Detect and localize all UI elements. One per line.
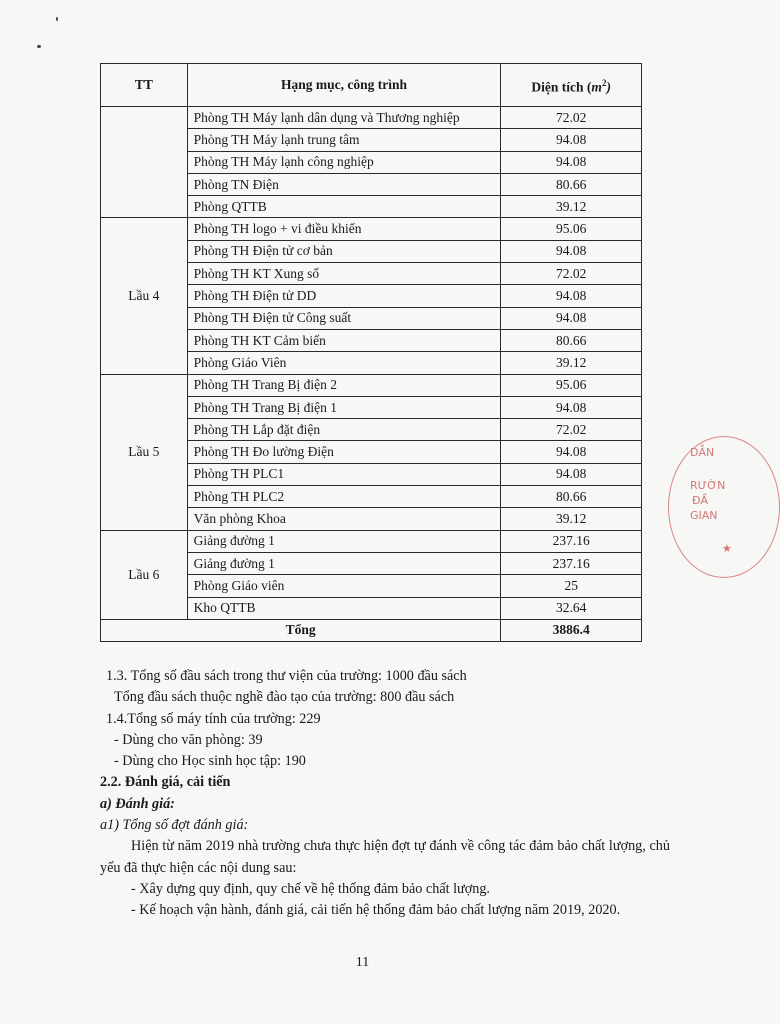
item-cell: Phòng TH Máy lạnh trung tâm [187, 129, 501, 151]
page-number: 11 [355, 955, 370, 970]
area-cell: 80.66 [501, 329, 642, 351]
scan-mark [56, 17, 58, 21]
area-cell: 32.64 [501, 597, 642, 619]
floor-cell: Lầu 5 [101, 374, 188, 530]
item-cell: Phòng TH Lắp đặt điện [187, 419, 501, 441]
table-header-row [101, 64, 642, 107]
item-cell: Phòng TH KT Cảm biến [187, 329, 501, 351]
area-cell: 80.66 [501, 173, 642, 195]
item-cell: Phòng TH KT Xung số [187, 263, 501, 285]
area-cell: 94.08 [501, 396, 642, 418]
item-cell: Phòng TH logo + vi điều khiển [187, 218, 501, 240]
table-row [101, 374, 642, 396]
training-books-line: Tổng đầu sách thuộc nghề đào tạo của trường: 800 đầu sách [114, 689, 455, 706]
table-row [101, 107, 642, 129]
paragraph: Hiện từ năm 2019 nhà trường chưa thực hiện đợt tự đánh về công tác đảm bảo chất lượng, chủ yếu đã thực hiện các nội dung sau: [100, 838, 670, 876]
item-cell: Phòng TH Điện tử DD [187, 285, 501, 307]
bullet-item: - Xây dựng quy định, quy chế về hệ thống đảm bảo chất lượng. [131, 880, 490, 897]
item-cell: Phòng TH Trang Bị điện 2 [187, 374, 501, 396]
section-heading: 2.2. Đánh giá, cải tiến [100, 774, 231, 791]
area-cell: 72.02 [501, 419, 642, 441]
bullet-item: - Kế hoạch vận hành, đánh giá, cải tiến hệ thống đảm bảo chất lượng năm 2019, 2020. [131, 902, 621, 919]
area-cell: 25 [501, 575, 642, 597]
item-cell: Phòng TH Điện tử Công suất [187, 307, 501, 329]
floor-cell: Lầu 4 [101, 218, 188, 374]
area-cell: 94.08 [501, 463, 642, 485]
item-cell: Giảng đường 1 [187, 530, 501, 552]
area-cell: 80.66 [501, 486, 642, 508]
red-seal-stamp: DẪN RƯỜN ĐẦ GIAN ★ [668, 436, 738, 576]
floor-cell [101, 107, 188, 218]
area-cell: 39.12 [501, 196, 642, 218]
office-computers-line: - Dùng cho văn phòng: 39 [114, 731, 263, 748]
area-cell: 39.12 [501, 508, 642, 530]
area-cell: 72.02 [501, 107, 642, 129]
area-cell: 94.08 [501, 129, 642, 151]
area-cell: 237.16 [501, 552, 642, 574]
item-cell: Phòng TH Trang Bị điện 1 [187, 396, 501, 418]
item-cell: Phòng TH PLC2 [187, 486, 501, 508]
facilities-table [100, 63, 642, 642]
area-cell: 94.08 [501, 151, 642, 173]
subsection-heading: a) Đánh giá: [100, 795, 175, 812]
item-cell: Phòng TH Máy lạnh công nghiệp [187, 151, 501, 173]
item-cell: Giảng đường 1 [187, 552, 501, 574]
area-cell: 94.08 [501, 285, 642, 307]
computers-line: 1.4.Tổng số máy tính của trường: 229 [106, 710, 321, 727]
total-value: 3886.4 [501, 619, 642, 641]
item-cell: Phòng TN Điện [187, 173, 501, 195]
item-cell: Phòng TH PLC1 [187, 463, 501, 485]
item-cell: Văn phòng Khoa [187, 508, 501, 530]
sub-subsection-heading: a1) Tổng số đợt đánh giá: [100, 817, 249, 834]
item-cell: Phòng Giáo viên [187, 575, 501, 597]
student-computers-line: - Dùng cho Học sinh học tập: 190 [114, 753, 306, 770]
item-cell: Phòng TH Máy lạnh dân dụng và Thương nghiệp [187, 107, 501, 129]
library-books-line: 1.3. Tổng số đầu sách trong thư viện của trường: 1000 đầu sách [106, 668, 467, 684]
table-row [101, 530, 642, 552]
scan-mark [37, 45, 41, 48]
area-cell: 72.02 [501, 263, 642, 285]
body-text [100, 666, 670, 922]
header-item: Hạng mục, công trình [187, 64, 501, 107]
area-cell: 237.16 [501, 530, 642, 552]
area-cell: 39.12 [501, 352, 642, 374]
header-tt: TT [101, 64, 188, 107]
area-cell: 94.08 [501, 307, 642, 329]
area-cell: 94.08 [501, 240, 642, 262]
header-area: Diện tích $(m^2)$ [501, 64, 642, 107]
item-cell: Phòng TH Điện tử cơ bản [187, 240, 501, 262]
area-cell: 95.06 [501, 218, 642, 240]
total-row [101, 619, 642, 641]
item-cell: Phòng TH Đo lường Điện [187, 441, 501, 463]
item-cell: Phòng Giáo Viên [187, 352, 501, 374]
item-cell: Phòng QTTB [187, 196, 501, 218]
area-cell: 95.06 [501, 374, 642, 396]
floor-cell: Lầu 6 [101, 530, 188, 619]
table-row [101, 218, 642, 240]
area-cell: 94.08 [501, 441, 642, 463]
total-label: Tổng [101, 619, 501, 641]
item-cell: Kho QTTB [187, 597, 501, 619]
